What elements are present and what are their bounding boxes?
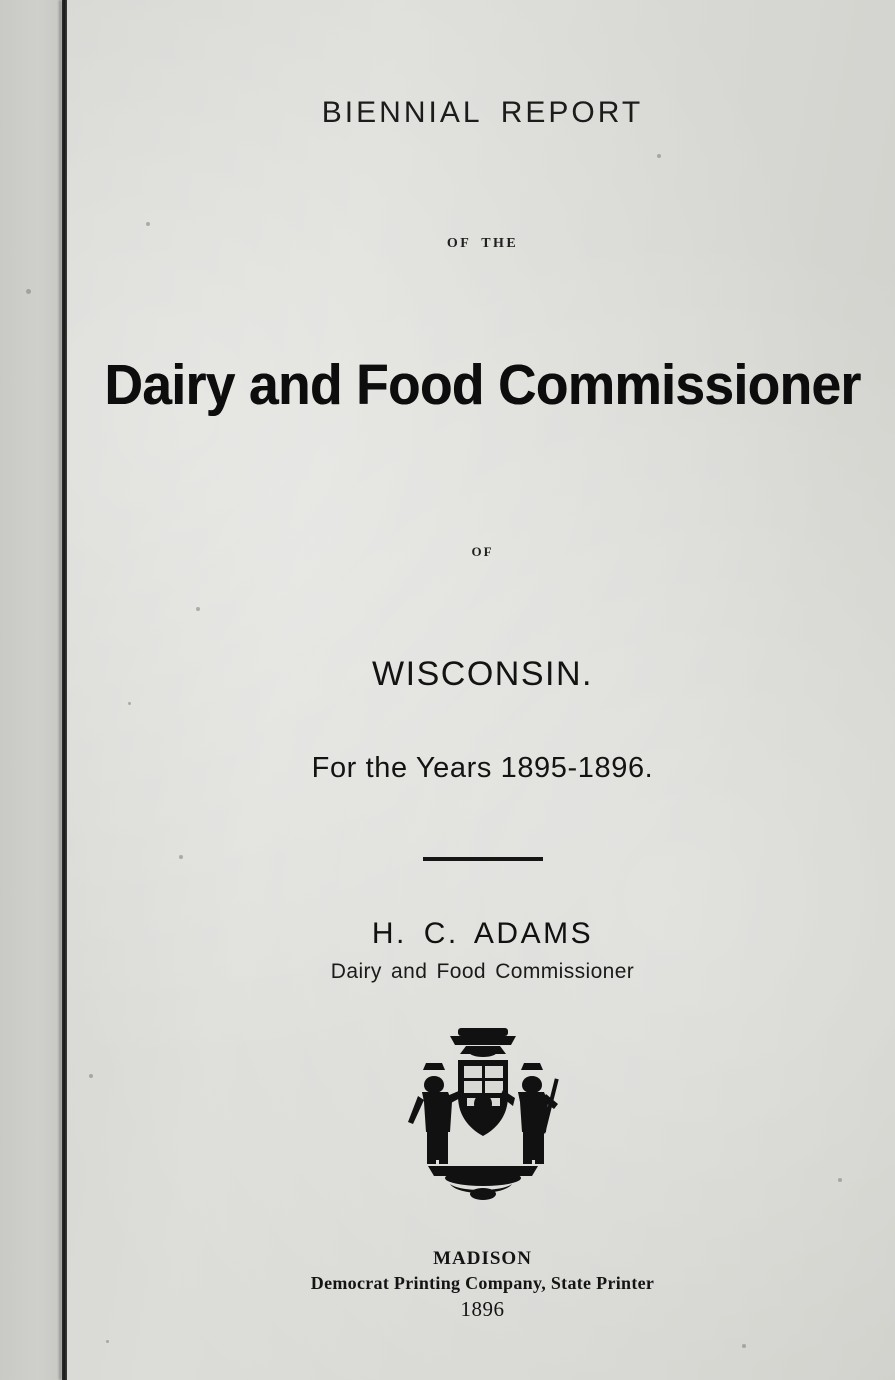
page-content bbox=[70, 0, 895, 1380]
of-the-label-top: OF THE bbox=[446, 236, 519, 251]
imprint-block bbox=[70, 1248, 895, 1322]
imprint-printer: Democrat Printing Company, State Printer bbox=[310, 1273, 655, 1293]
state-name: WISCONSIN. bbox=[372, 655, 593, 693]
report-heading: BIENNIAL REPORT bbox=[321, 96, 644, 129]
office-title: Dairy and Food Commissioner bbox=[104, 353, 861, 417]
of-label-bottom: OF bbox=[471, 544, 494, 559]
wisconsin-state-seal-icon bbox=[388, 1018, 578, 1203]
imprint-city: MADISON bbox=[433, 1248, 532, 1269]
author-name: H. C. ADAMS bbox=[371, 917, 594, 950]
binding-edge-line bbox=[62, 0, 67, 1380]
imprint-year: 1896 bbox=[460, 1297, 505, 1321]
binding-gutter bbox=[0, 0, 64, 1380]
author-title: Dairy and Food Commissioner bbox=[330, 960, 635, 983]
divider-rule bbox=[423, 857, 543, 861]
report-years: For the Years 1895-1896. bbox=[311, 752, 654, 784]
scan-speck bbox=[26, 289, 31, 294]
